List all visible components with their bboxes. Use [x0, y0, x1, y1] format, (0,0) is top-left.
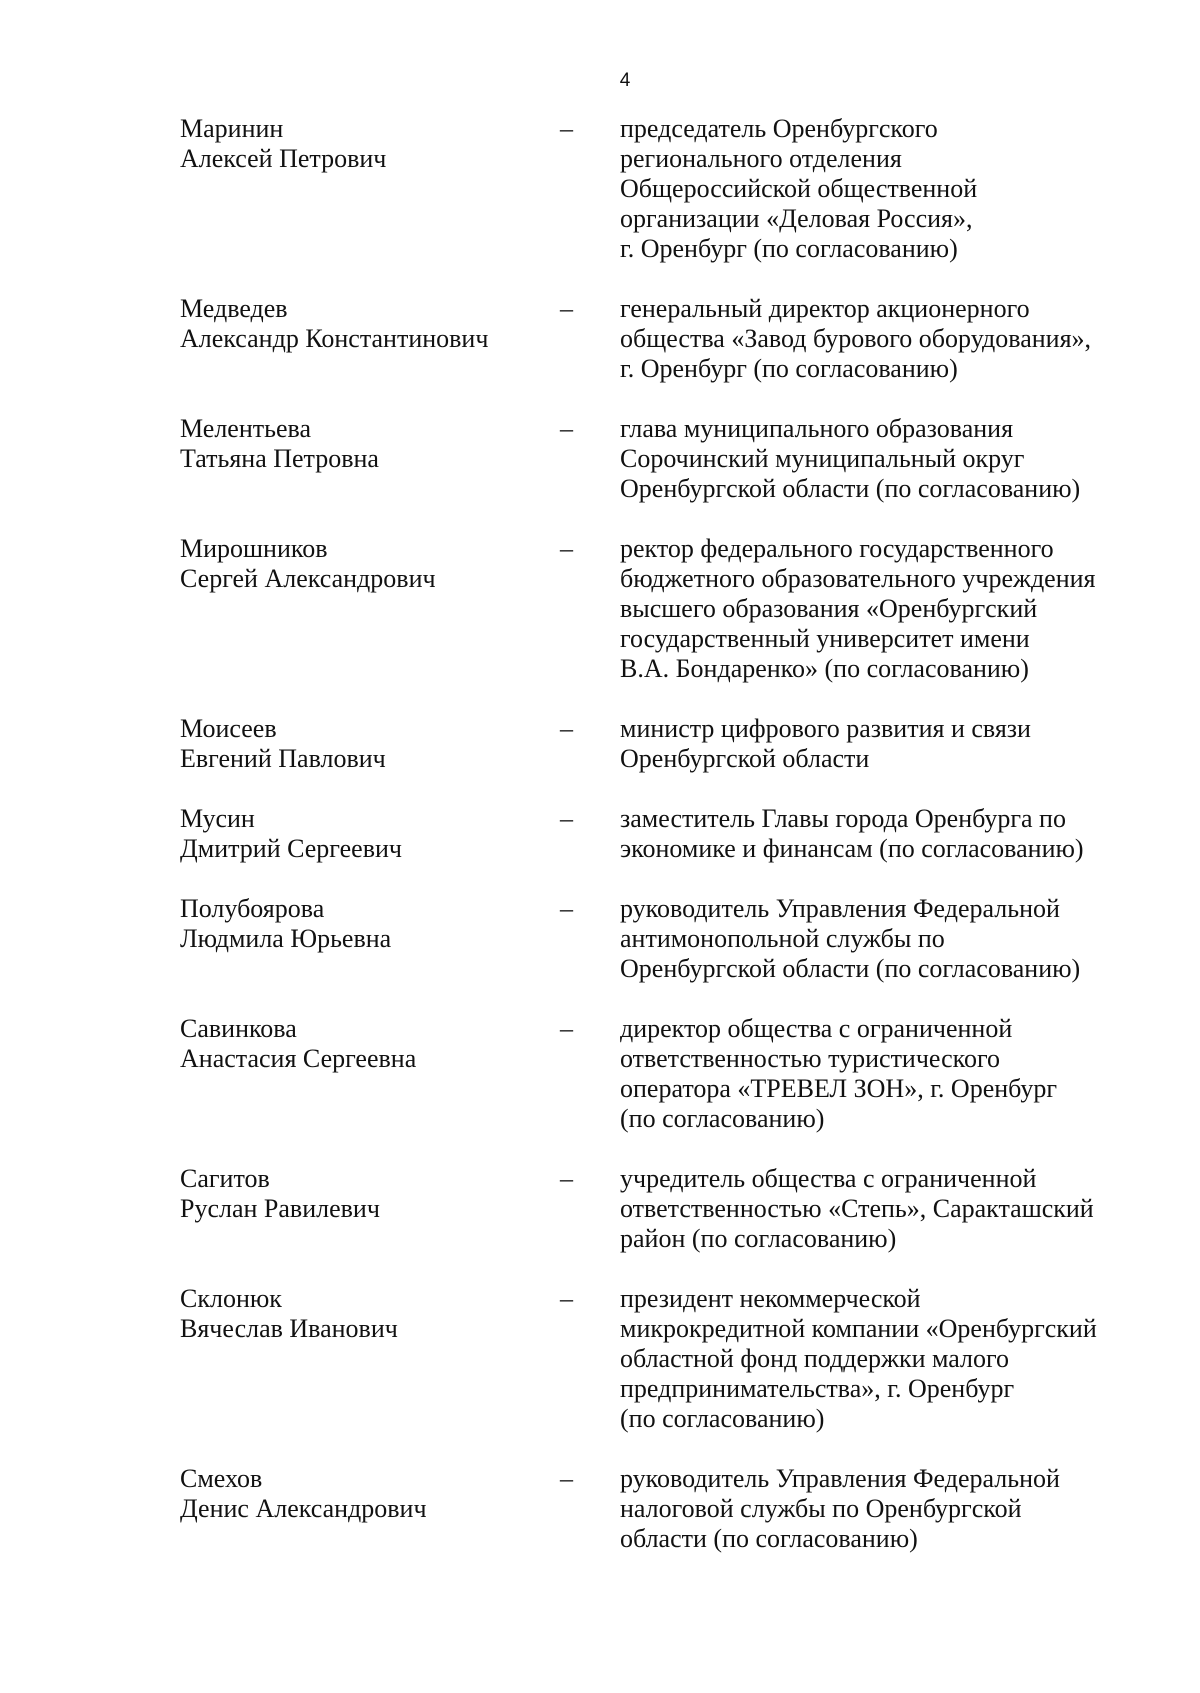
member-name: [0, 534, 560, 684]
page-number: 4: [619, 70, 631, 91]
member-role-line: учредитель общества с ограниченной: [620, 1164, 1037, 1193]
member-role-line: директор общества с ограниченной: [620, 1014, 1013, 1043]
member-given-name: Анастасия Сергеевна: [180, 1044, 417, 1073]
member-name: [0, 714, 560, 774]
member-surname: Склонюк: [180, 1284, 282, 1313]
dash-separator: –: [560, 414, 573, 443]
member-surname: Мирошников: [180, 534, 328, 563]
member-entry: [0, 1284, 1200, 1434]
member-surname: Смехов: [180, 1464, 263, 1493]
dash-separator: –: [560, 804, 573, 833]
member-role-line: ответственностью туристического: [620, 1044, 1000, 1073]
member-role-line: район (по согласованию): [620, 1224, 897, 1253]
member-role: [620, 1164, 1160, 1254]
member-role-line: Оренбургской области (по согласованию): [620, 474, 1081, 503]
member-surname: Моисеев: [180, 714, 277, 743]
member-role: [620, 114, 1160, 264]
member-role-line: Оренбургской области (по согласованию): [620, 954, 1081, 983]
member-role: [620, 414, 1160, 504]
member-given-name: Людмила Юрьевна: [180, 924, 392, 953]
member-name: [0, 294, 560, 384]
member-list: [0, 114, 1200, 1584]
member-role: [620, 804, 1160, 864]
dash-separator: –: [560, 714, 573, 743]
member-entry: [0, 114, 1200, 264]
member-role-line: г. Оренбург (по согласованию): [620, 234, 958, 263]
member-entry: [0, 1164, 1200, 1254]
member-role: [620, 894, 1160, 984]
member-role-line: В.А. Бондаренко» (по согласованию): [620, 654, 1029, 683]
member-role-line: президент некоммерческой: [620, 1284, 921, 1313]
member-role-line: предпринимательства», г. Оренбург: [620, 1374, 1015, 1403]
member-role-line: налоговой службы по Оренбургской: [620, 1494, 1022, 1523]
member-entry: [0, 804, 1200, 864]
dash-separator: –: [560, 534, 573, 563]
dash-separator: –: [560, 1014, 573, 1043]
member-role-line: областной фонд поддержки малого: [620, 1344, 1010, 1373]
member-given-name: Александр Константинович: [180, 324, 489, 353]
member-given-name: Дмитрий Сергеевич: [180, 834, 402, 863]
dash-separator: –: [560, 1464, 573, 1493]
member-entry: [0, 714, 1200, 774]
member-surname: Медведев: [180, 294, 288, 323]
member-role-line: антимонопольной службы по: [620, 924, 945, 953]
member-name: [0, 894, 560, 984]
member-role: [620, 714, 1160, 774]
member-entry: [0, 414, 1200, 504]
member-name: [0, 1284, 560, 1434]
member-role: [620, 534, 1160, 684]
member-given-name: Татьяна Петровна: [180, 444, 379, 473]
member-name: [0, 1014, 560, 1134]
member-surname: Сагитов: [180, 1164, 270, 1193]
member-role-line: заместитель Главы города Оренбурга по: [620, 804, 1066, 833]
dash-separator: –: [560, 294, 573, 323]
member-given-name: Евгений Павлович: [180, 744, 386, 773]
member-name: [0, 804, 560, 864]
member-role-line: Оренбургской области: [620, 744, 870, 773]
member-role: [620, 1014, 1160, 1134]
member-role: [620, 294, 1160, 384]
member-role-line: руководитель Управления Федеральной: [620, 894, 1060, 923]
member-role-line: (по согласованию): [620, 1104, 825, 1133]
member-given-name: Сергей Александрович: [180, 564, 436, 593]
member-surname: Мусин: [180, 804, 255, 833]
member-role-line: глава муниципального образования: [620, 414, 1014, 443]
member-name: [0, 414, 560, 504]
member-entry: [0, 1464, 1200, 1554]
member-surname: Маринин: [180, 114, 284, 143]
member-given-name: Руслан Равилевич: [180, 1194, 380, 1223]
member-role-line: (по согласованию): [620, 1404, 825, 1433]
member-name: [0, 1464, 560, 1554]
member-role-line: области (по согласованию): [620, 1524, 918, 1553]
member-role-line: ответственностью «Степь», Саракташский: [620, 1194, 1094, 1223]
member-entry: [0, 294, 1200, 384]
dash-separator: –: [560, 894, 573, 923]
member-role-line: организации «Деловая Россия»,: [620, 204, 973, 233]
member-role-line: руководитель Управления Федеральной: [620, 1464, 1060, 1493]
member-given-name: Денис Александрович: [180, 1494, 427, 1523]
member-entry: [0, 1014, 1200, 1134]
member-role-line: регионального отделения: [620, 144, 902, 173]
dash-separator: –: [560, 1284, 573, 1313]
member-role: [620, 1464, 1160, 1554]
member-role-line: Общероссийской общественной: [620, 174, 978, 203]
member-surname: Мелентьева: [180, 414, 311, 443]
member-given-name: Алексей Петрович: [180, 144, 387, 173]
member-role: [620, 1284, 1160, 1434]
member-surname: Полубоярова: [180, 894, 325, 923]
member-role-line: бюджетного образовательного учреждения: [620, 564, 1096, 593]
member-role-line: государственный университет имени: [620, 624, 1030, 653]
member-role-line: высшего образования «Оренбургский: [620, 594, 1038, 623]
dash-separator: –: [560, 114, 573, 143]
member-role-line: микрокредитной компании «Оренбургский: [620, 1314, 1097, 1343]
member-role-line: генеральный директор акционерного: [620, 294, 1030, 323]
member-name: [0, 114, 560, 264]
member-role-line: оператора «ТРЕВЕЛ ЗОН», г. Оренбург: [620, 1074, 1058, 1103]
member-role-line: председатель Оренбургского: [620, 114, 938, 143]
member-role-line: ректор федерального государственного: [620, 534, 1054, 563]
member-given-name: Вячеслав Иванович: [180, 1314, 398, 1343]
member-role-line: г. Оренбург (по согласованию): [620, 354, 958, 383]
member-role-line: экономике и финансам (по согласованию): [620, 834, 1084, 863]
member-role-line: общества «Завод бурового оборудования»,: [620, 324, 1092, 353]
member-role-line: Сорочинский муниципальный округ: [620, 444, 1025, 473]
member-role-line: министр цифрового развития и связи: [620, 714, 1031, 743]
member-surname: Савинкова: [180, 1014, 297, 1043]
member-name: [0, 1164, 560, 1254]
dash-separator: –: [560, 1164, 573, 1193]
member-entry: [0, 894, 1200, 984]
member-entry: [0, 534, 1200, 684]
